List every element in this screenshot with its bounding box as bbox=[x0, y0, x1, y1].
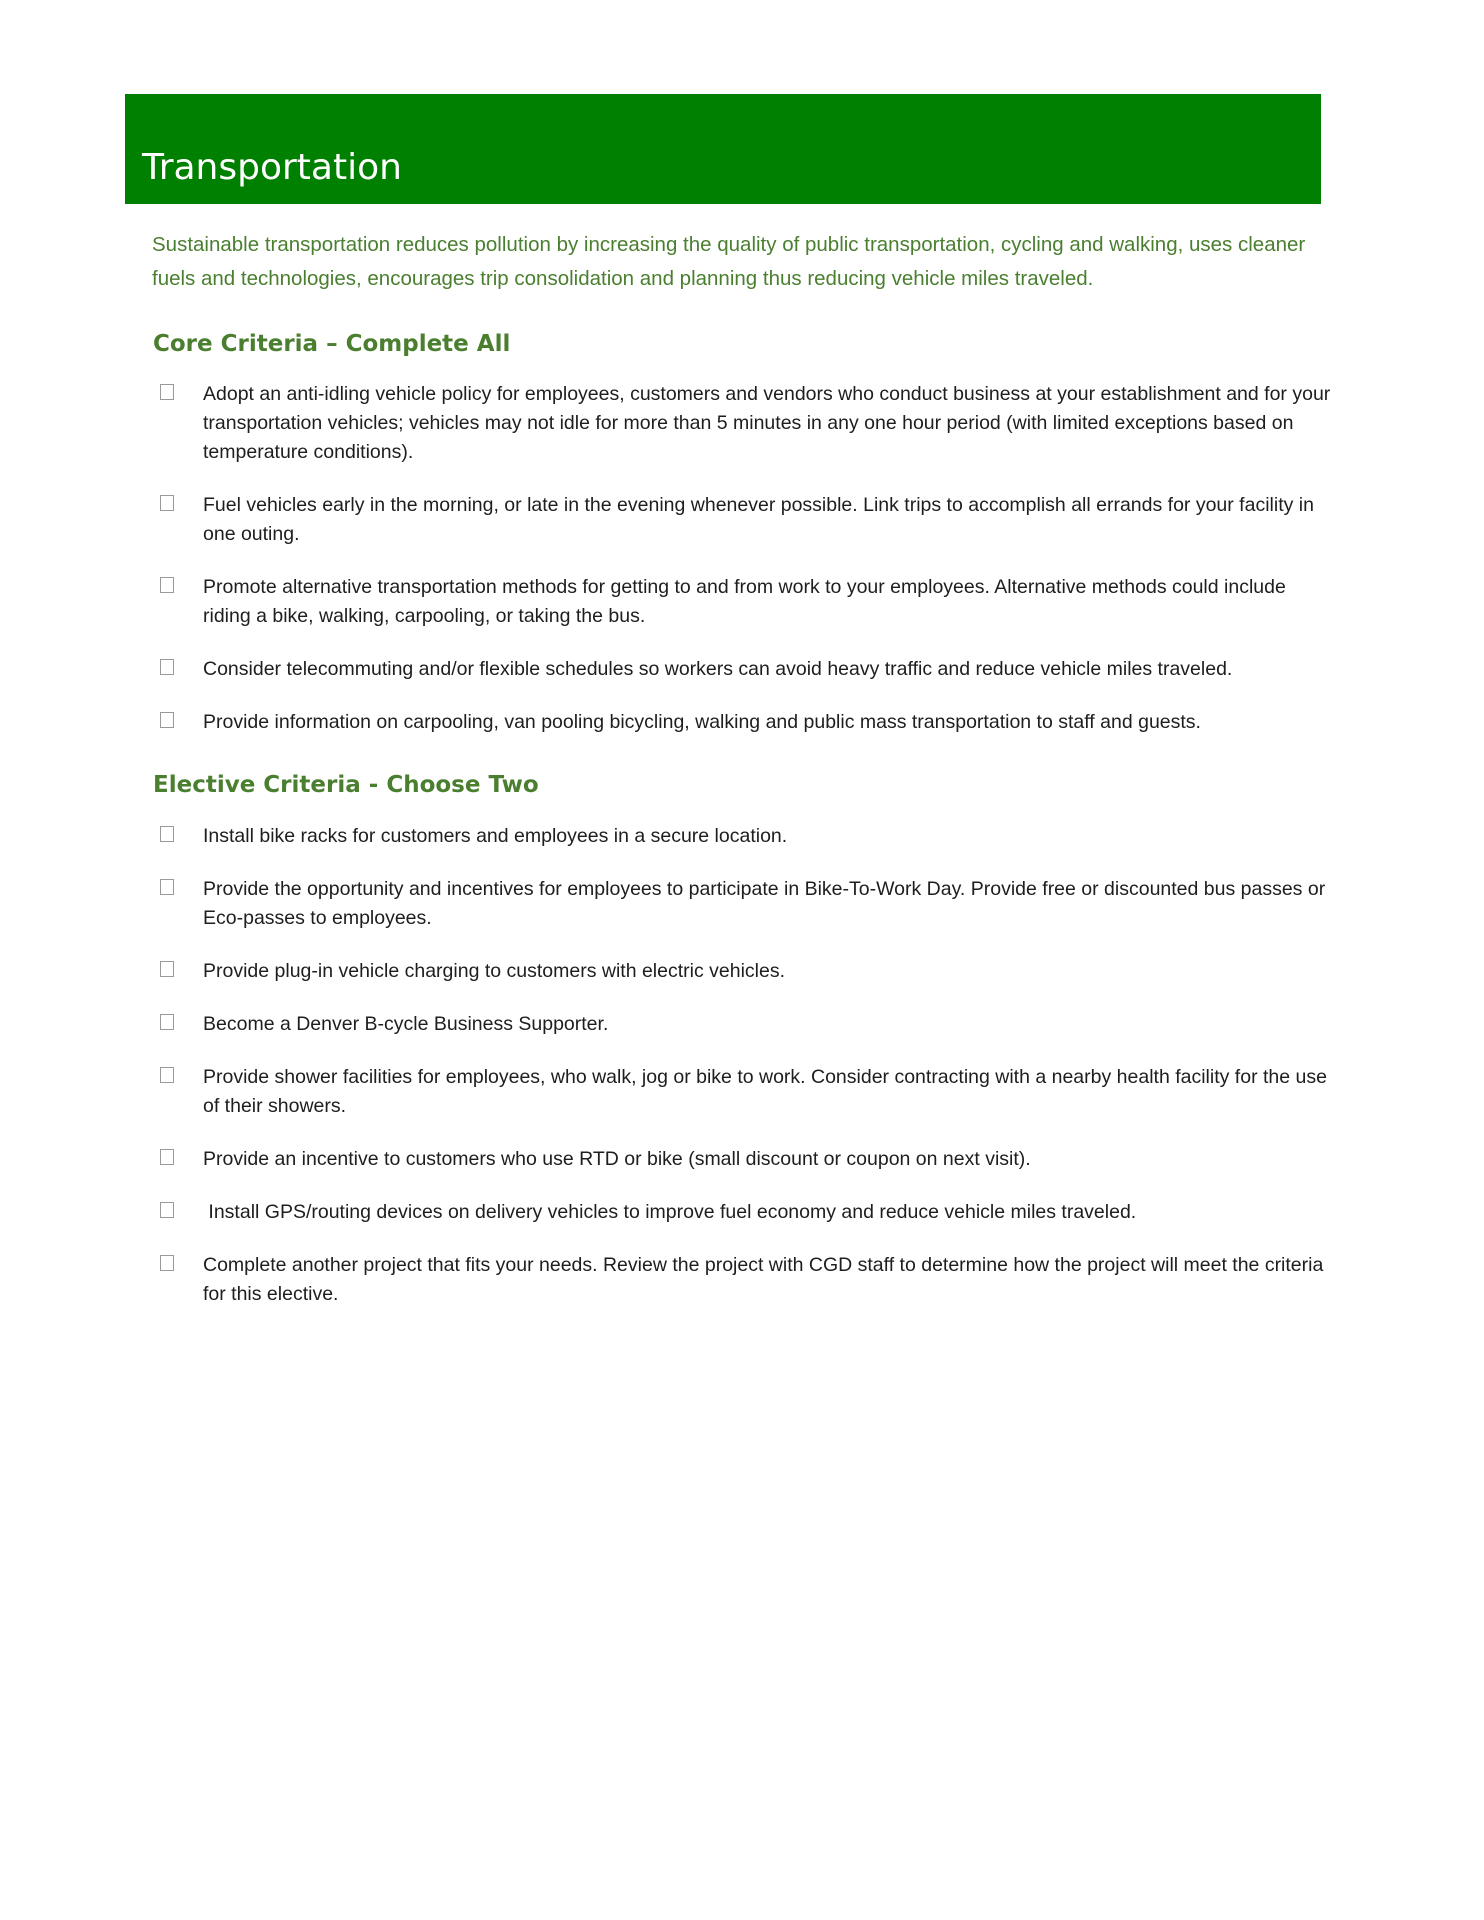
elective-criteria-item bbox=[152, 1010, 1332, 1039]
checkbox[interactable] bbox=[160, 1255, 174, 1271]
elective-criteria-item bbox=[152, 1063, 1332, 1121]
criteria-text: Complete another project that fits your needs. Review the project with CGD staff to determine how the project will meet the criteria for this elective. bbox=[203, 1254, 1324, 1305]
elective-criteria-item bbox=[152, 1251, 1332, 1309]
checkbox[interactable] bbox=[160, 1067, 174, 1083]
criteria-text: Adopt an anti-idling vehicle policy for employees, customers and vendors who conduct business at your establishment and for your transportation vehicles; vehicles may not idle for more than 5 minutes in any one hour period (with limited exceptions based on temperature conditions). bbox=[203, 383, 1331, 463]
core-criteria-item bbox=[152, 491, 1332, 549]
elective-criteria-item bbox=[152, 875, 1332, 933]
criteria-text: Provide the opportunity and incentives for employees to participate in Bike-To-Work Day. Provide free or discounted bus passes or Eco-passes to employees. bbox=[203, 878, 1326, 929]
criteria-text: Install bike racks for customers and employees in a secure location. bbox=[203, 825, 788, 847]
checkbox[interactable] bbox=[160, 1202, 174, 1218]
criteria-text: Promote alternative transportation methods for getting to and from work to your employees. Alternative methods could include riding a bike, walking, carpooling, or taking the bus. bbox=[203, 576, 1286, 627]
checkbox[interactable] bbox=[160, 577, 174, 593]
checkbox[interactable] bbox=[160, 384, 174, 400]
core-criteria-heading: Core Criteria – Complete All bbox=[153, 331, 511, 357]
checkbox[interactable] bbox=[160, 712, 174, 728]
checkbox[interactable] bbox=[160, 1149, 174, 1165]
core-criteria-item bbox=[152, 708, 1332, 737]
checkbox[interactable] bbox=[160, 826, 174, 842]
criteria-text: Become a Denver B-cycle Business Supporter. bbox=[203, 1013, 609, 1035]
core-criteria-item bbox=[152, 380, 1332, 467]
elective-criteria-heading: Elective Criteria - Choose Two bbox=[153, 772, 539, 798]
intro-paragraph: Sustainable transportation reduces pollution by increasing the quality of public transportation, cycling and walking, uses cleaner fuels and technologies, encourages trip consolidation and planning thus reducing vehicle miles traveled. bbox=[152, 233, 1306, 290]
checkbox[interactable] bbox=[160, 659, 174, 675]
core-criteria-item bbox=[152, 655, 1332, 684]
checkbox[interactable] bbox=[160, 495, 174, 511]
elective-criteria-item bbox=[152, 822, 1332, 851]
checkbox[interactable] bbox=[160, 1014, 174, 1030]
elective-criteria-item bbox=[152, 1145, 1332, 1174]
criteria-text: Provide plug-in vehicle charging to customers with electric vehicles. bbox=[203, 960, 786, 982]
page-title: Transportation bbox=[142, 147, 402, 188]
core-criteria-item bbox=[152, 573, 1332, 631]
core-criteria-list bbox=[152, 380, 1332, 761]
criteria-text: Provide information on carpooling, van pooling bicycling, walking and public mass transportation to staff and guests. bbox=[203, 711, 1201, 733]
criteria-text: Fuel vehicles early in the morning, or late in the evening whenever possible. Link trips to accomplish all errands for your facility in one outing. bbox=[203, 494, 1314, 545]
elective-criteria-item bbox=[152, 957, 1332, 986]
criteria-text: Install GPS/routing devices on delivery vehicles to improve fuel economy and reduce vehicle miles traveled. bbox=[203, 1201, 1137, 1223]
title-banner bbox=[125, 94, 1321, 204]
criteria-text: Provide shower facilities for employees, who walk, jog or bike to work. Consider contracting with a nearby health facility for the use of their showers. bbox=[203, 1066, 1327, 1117]
checkbox[interactable] bbox=[160, 879, 174, 895]
elective-criteria-item bbox=[152, 1198, 1332, 1227]
criteria-text: Consider telecommuting and/or flexible schedules so workers can avoid heavy traffic and reduce vehicle miles traveled. bbox=[203, 658, 1233, 680]
criteria-text: Provide an incentive to customers who use RTD or bike (small discount or coupon on next visit). bbox=[203, 1148, 1031, 1170]
checkbox[interactable] bbox=[160, 961, 174, 977]
elective-criteria-list bbox=[152, 822, 1332, 1333]
